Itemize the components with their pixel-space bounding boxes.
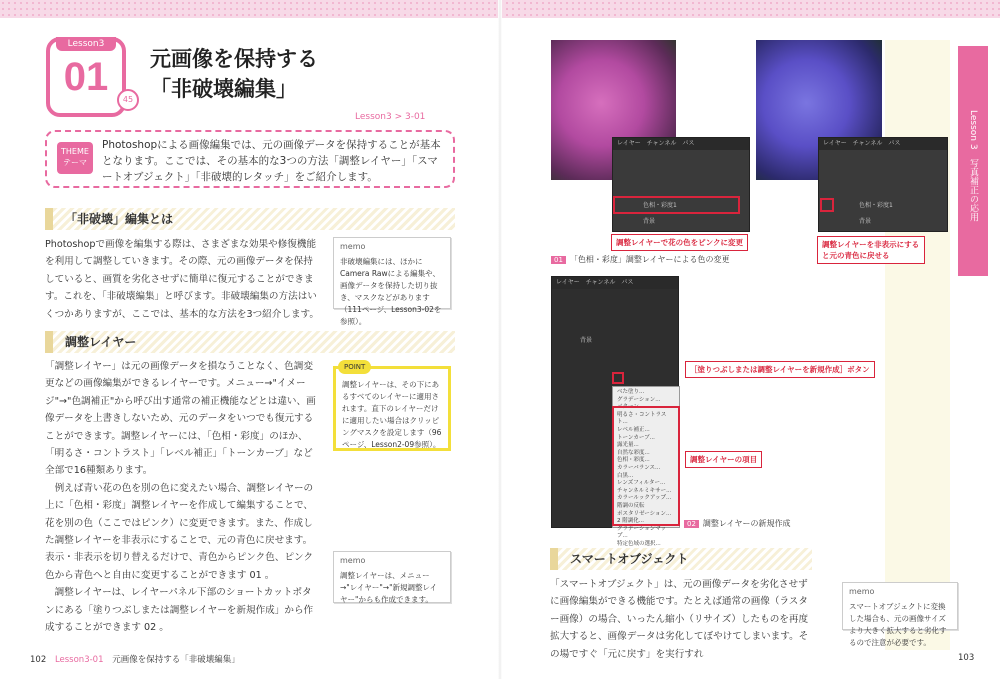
footer-lesson: Lesson3-01 [54, 655, 104, 665]
section-heading-adjustment: 調整レイヤー [45, 331, 455, 353]
page-gutter [498, 0, 502, 679]
memo-label: memo [340, 242, 366, 251]
theme-box [45, 130, 455, 188]
panel-tabs: レイヤー チャンネル パス [613, 138, 749, 150]
memo-label: memo [849, 587, 875, 596]
page-number-right: 103 [958, 653, 975, 663]
menu-item[interactable]: ポスタリゼーション... [617, 510, 672, 517]
menu-item[interactable]: 階調の反転 [617, 502, 645, 509]
layer-name: 色相・彩度1 [859, 202, 893, 209]
menu-item[interactable]: 2 階調化... [617, 518, 644, 525]
memo-text: スマートオブジェクトに変換した場合も、元の画像サイズより大きく拡大すると劣化するので注意が必要です。 [849, 602, 947, 647]
layer-name: 背景 [580, 337, 593, 344]
clock-icon: 45 [117, 89, 139, 111]
lesson-tag: Lesson3 [56, 37, 116, 51]
menu-item[interactable]: 色相・彩度... [617, 457, 650, 464]
right-side-column [885, 40, 950, 650]
menu-item[interactable]: レンズフィルター... [617, 480, 666, 487]
section-body-smart-object: 「スマートオブジェクト」は、元の画像データを劣化させずに画像編集ができる機能です。たとえば通常の画像（ラスター画像）の場合、いったん縮小（リサイズ）したものを再度拡大すると、画像データは劣化してぼやけてしまいます。その場ですぐ「元に戻す」を実行すれ [550, 579, 809, 660]
menu-item[interactable]: 露光量... [617, 442, 639, 449]
memo-box-2 [333, 551, 451, 603]
menu-item[interactable]: カラーバランス... [617, 464, 661, 471]
menu-item[interactable]: レベル補正... [617, 426, 650, 433]
highlight-box [612, 372, 624, 384]
menu-item[interactable]: トーンカーブ... [617, 434, 655, 441]
layer-name: 色相・彩度1 [643, 202, 677, 209]
memo-text: 調整レイヤーは、メニュー→"レイヤー"→"新規調整レイヤー"からも作成できます。 [340, 571, 438, 604]
menu-item[interactable]: グラデーション... [617, 396, 661, 403]
highlight-box [820, 198, 834, 212]
callout-pink: 調整レイヤーで花の色をピンクに変更 [611, 234, 748, 251]
menu-item[interactable]: 明るさ・コントラスト... [617, 411, 667, 426]
lesson-badge [46, 37, 126, 117]
page-number: 102 [30, 655, 47, 665]
section-body-adjustment: 「調整レイヤー」は元の画像データを損なうことなく、色調変更などの画像編集ができるレイヤーです。メニュー→"イメージ"→"色調補正"から呼び出す通常の補正機能などとは違い、画像データを上書きしないため、元のデータをいつでも復元することができます。調整レイヤーには、「色相・彩度」のほか、「明るさ・コントラスト」「レベル補正」「トーンカーブ」など全部で16種類あります。 例えば青い花の色を別の色に変えたい場合、調整レイヤーの上に「色相・彩度」調整レイヤーを作成して編集することで、花を別の色（ここではピンク）に変更できます。また、作成した調整レイヤーを非表示にすることで、元の青色に戻せます。表示・非表示を切り替えるだけで、青色からピンク色、ピンク色から青色へと自由に変更することができます 01 。 調整レイヤーは、レイヤーパネル下部のショートカットボタンにある「塗りつぶしまたは調整レイヤーを新規作成」から作成することができます 02 。 [45, 361, 316, 634]
memo-box-1 [333, 237, 451, 326]
footer-left [30, 653, 240, 665]
layers-panel-1 [612, 137, 750, 232]
figure-caption-02: 02 調整レイヤーの新規作成 [684, 518, 791, 529]
layer-name: 背景 [643, 218, 656, 225]
menu-item[interactable]: パターン... [617, 404, 645, 411]
breadcrumb: Lesson3 > 3-01 [355, 112, 426, 122]
menu-item[interactable]: チャンネルミキサー... [617, 487, 672, 494]
theme-text: Photoshopによる画像編集では、元の画像データを保持することが基本となります。ここでは、その基本的な3つの方法「調整レイヤー」「スマートオブジェクト」「非破壊的レタッチ」をご紹介します。 [102, 139, 441, 183]
callout-hide: 調整レイヤーを非表示にすると元の青色に戻せる [817, 236, 925, 264]
memo-label: memo [340, 556, 366, 565]
section-body-nondestructive: Photoshopで画像を編集する際は、さまざまな効果や修復機能を利用して調整していきます。その際、元の画像データを保持していると、画質を劣化させずに簡単に復元することができます。これを、「非破壊編集」と呼びます。非破壊編集の方法はいくつかありますが、ここでは、基本的な方法を3つ紹介します。 [45, 239, 319, 320]
layer-name: 背景 [859, 218, 872, 225]
highlight-box [613, 196, 740, 214]
footer-title: 元画像を保持する「非破壊編集」 [112, 655, 240, 665]
menu-item[interactable]: カラールックアップ... [617, 495, 672, 502]
callout-new-layer-button: ［塗りつぶしまたは調整レイヤーを新規作成］ボタン [685, 361, 875, 378]
menu-item[interactable]: グラデーションマップ... [617, 525, 667, 540]
page-title: 元画像を保持する 「非破壊編集」 [150, 47, 318, 101]
menu-item[interactable]: 自然な彩度... [617, 449, 650, 456]
section-heading-smart-object: スマートオブジェクト [550, 548, 812, 570]
panel-tabs: レイヤー チャンネル パス [819, 138, 947, 150]
menu-item[interactable]: 白黒... [617, 472, 634, 479]
panel-tabs: レイヤー チャンネル パス [552, 277, 678, 289]
menu-item[interactable]: べた塗り... [617, 389, 645, 395]
menu-item[interactable]: 特定色域の選択... [617, 540, 661, 547]
section-heading-nondestructive: 「非破壊」編集とは [45, 208, 455, 230]
chapter-tab: Lesson 3 写真補正の応用 [958, 46, 988, 276]
point-box [333, 363, 451, 451]
callout-items: 調整レイヤーの項目 [685, 451, 762, 468]
point-text: 調整レイヤーは、その下にあるすべてのレイヤーに適用されます。直下のレイヤーだけに適用したい場合はクリッピングマスクを設定します（96ページ、Lesson2-09参照）。 [342, 380, 442, 449]
highlight-box [612, 406, 680, 526]
point-label: POINT [338, 360, 371, 374]
memo-box-3 [842, 582, 958, 647]
memo-text: 非破壊編集には、ほかにCamera Rawによる編集や、画像データを保持した切り抜き、マスクなどがあります（111ページ、Lesson3-02を参照）。 [340, 257, 442, 326]
theme-label: THEME テーマ [57, 142, 93, 174]
figure-caption-01: 01 「色相・彩度」調整レイヤーによる色の変更 [551, 254, 730, 265]
layers-panel-2 [818, 137, 948, 232]
lesson-number: 01 [63, 55, 109, 99]
